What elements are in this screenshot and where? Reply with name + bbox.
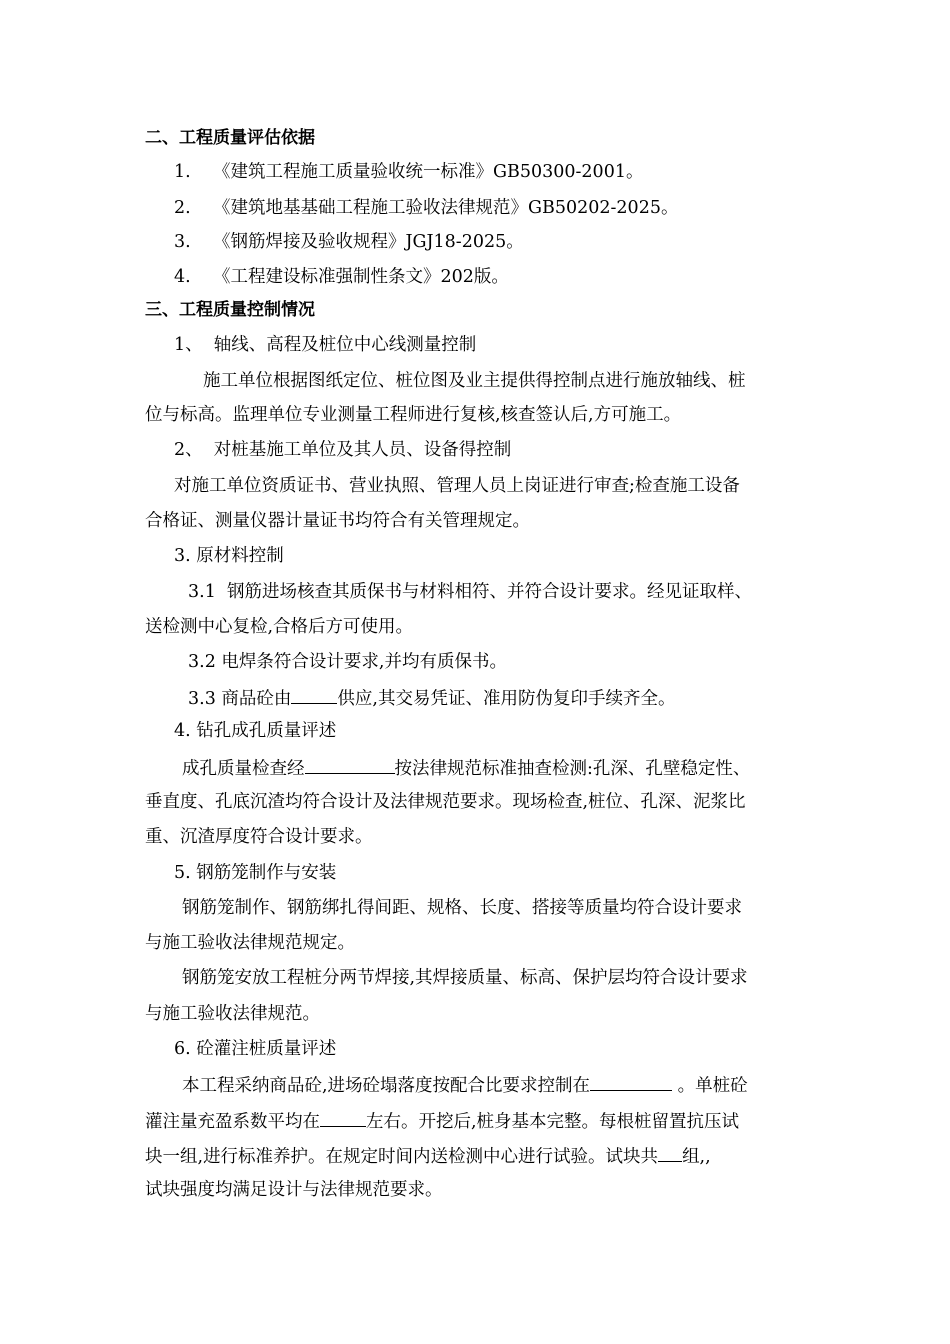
supplier-blank	[291, 685, 337, 704]
item-3-2: 3.2 电焊条符合设计要求,并均有质保书。	[188, 652, 507, 672]
fill-coefficient-blank	[320, 1108, 366, 1127]
subsection-4-line-1	[182, 755, 750, 781]
subsection-6-line-3	[145, 1143, 711, 1169]
subsection-6-line-3-after: 组,,	[682, 1147, 711, 1167]
subsection-6-line-4: 试块强度均满足设计与法律规范要求。	[145, 1180, 443, 1200]
subsection-6-line-1	[182, 1072, 748, 1098]
reference-2-text: 《建筑地基基础工程施工验收法律规范》GB50202-2025。	[213, 198, 679, 218]
subsection-6-line-2-after: 左右。开挖后,桩身基本完整。每根桩留置抗压试	[366, 1112, 740, 1132]
subsection-4-line-3: 重、沉渣厚度符合设计要求。	[145, 827, 373, 847]
subsection-1-heading: 1、 轴线、高程及桩位中心线测量控制	[174, 335, 477, 355]
subsection-1-line-1: 施工单位根据图纸定位、桩位图及业主提供得控制点进行施放轴线、桩	[203, 371, 746, 391]
reference-4-text: 《工程建设标准强制性条文》202版。	[213, 267, 509, 287]
subsection-2-heading: 2、 对桩基施工单位及其人员、设备得控制	[174, 440, 512, 460]
specimen-count-blank	[658, 1143, 682, 1162]
subsection-6-line-2	[145, 1108, 739, 1134]
subsection-4-line-2: 垂直度、孔底沉渣均符合设计及法律规范要求。现场检查,桩位、孔深、泥浆比	[145, 792, 746, 812]
inspector-blank	[305, 755, 395, 774]
subsection-4-line-1-before: 成孔质量检查经	[182, 759, 305, 779]
reference-1-number: 1.	[174, 162, 191, 182]
subsection-5-p1-line-1: 钢筋笼制作、钢筋绑扎得间距、规格、长度、搭接等质量均符合设计要求	[182, 898, 742, 918]
slump-blank	[590, 1072, 672, 1091]
subsection-6-line-2-before: 灌注量充盈系数平均在	[145, 1112, 320, 1132]
subsection-6-heading: 6. 砼灌注桩质量评述	[174, 1039, 337, 1059]
reference-2-number: 2.	[174, 198, 191, 218]
subsection-3-heading: 3. 原材料控制	[174, 546, 284, 566]
item-3-3	[188, 685, 675, 711]
item-3-3-before: 3.3 商品砼由	[188, 689, 292, 709]
section-2-title: 二、工程质量评估依据	[145, 128, 315, 148]
reference-3-text: 《钢筋焊接及验收规程》JGJ18-2025。	[213, 232, 524, 252]
subsection-6-line-3-before: 块一组,进行标准养护。在规定时间内送检测中心进行试验。试块共	[145, 1147, 659, 1167]
subsection-2-line-1: 对施工单位资质证书、营业执照、管理人员上岗证进行审查;检查施工设备	[174, 476, 740, 496]
item-3-3-after: 供应,其交易凭证、准用防伪复印手续齐全。	[337, 689, 676, 709]
subsection-4-heading: 4. 钻孔成孔质量评述	[174, 721, 337, 741]
subsection-1-line-2: 位与标高。监理单位专业测量工程师进行复核,核查签认后,方可施工。	[145, 405, 682, 425]
subsection-5-p1-line-2: 与施工验收法律规范规定。	[145, 933, 355, 953]
item-3-1-line-2: 送检测中心复检,合格后方可使用。	[145, 617, 414, 637]
subsection-6-line-1-after: 。单桩砼	[672, 1076, 748, 1096]
reference-1-text: 《建筑工程施工质量验收统一标准》GB50300-2001。	[213, 162, 644, 182]
subsection-6-line-1-before: 本工程采纳商品砼,进场砼塌落度按配合比要求控制在	[182, 1076, 591, 1096]
section-3-title: 三、工程质量控制情况	[145, 300, 315, 320]
subsection-4-line-1-after: 按法律规范标准抽查检测:孔深、孔壁稳定性、	[394, 759, 751, 779]
reference-3-number: 3.	[174, 232, 191, 252]
reference-4-number: 4.	[174, 267, 191, 287]
item-3-1-line-1: 3.1 钢筋进场核查其质保书与材料相符、并符合设计要求。经见证取样、	[188, 582, 752, 602]
subsection-5-heading: 5. 钢筋笼制作与安装	[174, 863, 337, 883]
subsection-5-p2-line-2: 与施工验收法律规范。	[145, 1004, 320, 1024]
subsection-2-line-2: 合格证、测量仪器计量证书均符合有关管理规定。	[145, 511, 530, 531]
subsection-5-p2-line-1: 钢筋笼安放工程桩分两节焊接,其焊接质量、标高、保护层均符合设计要求	[182, 968, 748, 988]
